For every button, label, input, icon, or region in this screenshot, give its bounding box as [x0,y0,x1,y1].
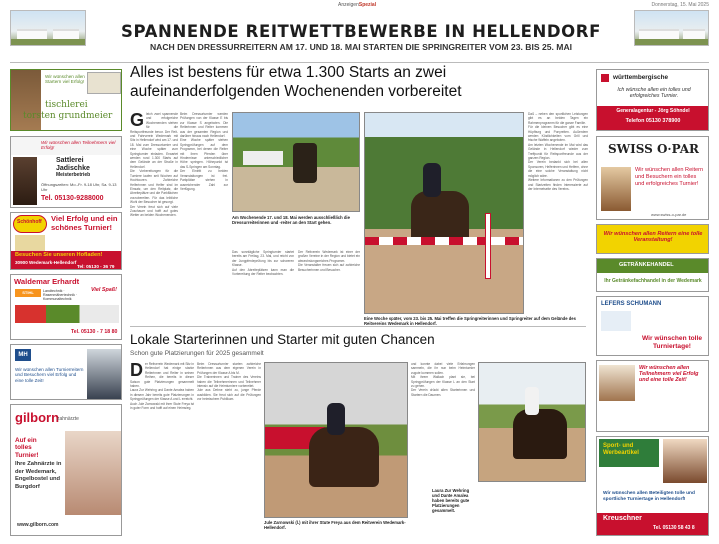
ad-tierarzt[interactable]: Wir wünschen allen Teilnehmern viel Erfolg und eine tolle Zeit! [596,360,709,432]
article2-caption-left: Jule Zarnowski (l.) mit ihrer Stute Freya aus dem Reitverein Wedemark-Hellendorf. [264,520,406,530]
ad-saddle-image [13,157,37,205]
top-bar [0,0,719,24]
article1-body-col1: Gleich zwei spannende und erfolgreiche Wochenenden stehen für die Reitsportfreunde bevor. Der Reit- und Fahrverein Wedemark mit Sitz in Hellendorf wird am 17. und 18. Mai zum Dressurturnier und eine Woche später zum Springturnier einladen. Erwartet werden rund 1.300 Starts auf dem Gelände an der Straße in Hellendorf. Die Vorbereitungen für die Turniere laufen seit Wochen auf Hochtouren. Zahlreiche Helferinnen und Helfer sind im Einsatz, um den Reitplatz, die Abreiteplätze und die Parkflächen vorzubereiten. Für das leibliche Wohl der Besucher ist gesorgt. Der Verein freut sich auf viele Zuschauer und hofft auf gutes Wetter an beiden Wochenenden. [130,112,178,218]
section-brand: AnzeigenSpezial [338,2,377,8]
ad-gilborn[interactable]: gilborn zahnärzte Auf ein tolles Turnier! Ihre Zahnärzte in der Wedemark, Engelbostel und Burgdorf www.gilborn.com [10,404,122,536]
header-photo-right [634,10,709,46]
article1-photo-dressage [232,112,360,212]
w-logo-icon [601,74,609,82]
ad-schoenhoff[interactable]: Schönhoff Viel Erfolg und ein schönes Turnier! Besuchen Sie unseren Hofladen! 30900 Wedemark-Hellendorf Tel: 05130 - 36 79 [10,212,122,270]
ad-produce-image [15,235,45,251]
ad-sattlerei[interactable]: Wir wünschen allen Teilnehmern viel Erfolg! Sattlerei Jadischke Meisterbetrieb Öffnungszeiten: Mo.-Fr. 9-18 Uhr, Sa. 9-13 Uhr Tel. 05130-9288000 [10,136,122,208]
ad-wuerttembergische[interactable]: württembergische Ich wünsche allen ein tolles und erfolgreiches Turnier. Generalagentur - Jörg Söhndel Telefon 05130 378900 [596,69,709,131]
stihl-logo: STIHL [15,289,41,297]
article2-title: Lokale Starterinnen und Starter mit guten Chancen [130,332,435,347]
issue-date: Donnerstag, 15. Mai 2025 [651,2,709,8]
article1-body-col5: Daß – neben den sportlichen Leistungen gibt es an beiden Tagen ein Rahmenprogramm für die ganze Familie. Für die kleinen Besucher gibt es eine Hüpfburg und Ponyreiten. Außerdem werden Köstlichkeiten vom Grill und frische Waffeln angeboten. Am letzten Wochenende im Mai wird das Gelände in Hellendorf wieder zum Treffpunkt für Reitsportfreunde aus der ganzen Region. Der Verein bedankt sich bei allen Sponsoren, Helferinnen und Helfern, ohne die eine solche Veranstaltung nicht möglich wäre. Weitere Informationen zu den Prüfungen und Startzeiten finden Interessierte auf der Internetseite des Vereins. [528,112,588,191]
ad-lefers-schumann[interactable]: LEFERS SCHUMANN Wir wünschen tolle Turniertage! [596,296,709,356]
ad-vet-image [599,365,635,401]
ad-tischlerei[interactable]: Wir wünschen allen Startern viel Erfolg! tischlerei torsten grundmeier [10,69,122,131]
header-photo-left [10,10,86,46]
page-subtitle: NACH DEN DRESSURREITERN AM 17. UND 18. MAI STARTEN DIE SPRINGREITER VOM 23. BIS 25. MAI [149,42,573,52]
ad-machines-image [15,305,119,323]
article2-body-col1: Der Reitverein Wedemark mit Sitz in Hellendorf hat einige starke Reiterinnen und Reiter in seinen Reihen, die bereits in dieser Saison gute Platzierungen gesammelt haben. Laura Zur Wehring und Dante Amalea haben in diesem Jahr bereits gute Platzierungen in Springprüfungen der Klasse A und L erreicht. Auch Jule Zarnowski mit ihrer Stute Freya ist in guter Form und hofft auf einen Heimsieg. [130,362,194,411]
ad-swiss-opar[interactable]: SWISS O·PAR Wir wünschen allen Reitern und Besuchern ein tolles und erfolgreiches Turnier! www.swiss-o-par.de [596,136,709,220]
article2-caption-right: Laura Zur Wehring und Dante Amalea haben bereits gute Platzierungen gesammelt. [432,488,470,513]
article2-subtitle: Schon gute Platzierungen für 2025 gesammelt [130,350,264,357]
article2-photo-left [264,362,408,518]
article2-photo-right [478,362,586,482]
ad-portrait [87,349,121,399]
ad-getraenkehandel[interactable]: GETRÄNKEHANDEL Ihr Getränkefachhandel in der Wedemark [596,258,709,292]
ad-photo [11,70,41,131]
page-headline [88,22,634,52]
article2-body-col3: und konnte dabei viele Erfahrungen sammeln, die ihr nun beim Heimturnier zugute kommen sollen. Mit ihrem Wallach plant sie, bei Springprüfungen der Klasse L an den Start zu gehen. Der Verein drückt allen Starterinnen und Startern die Daumen. [411,362,475,397]
ad-window-image [87,72,121,94]
ad-smile-image [65,431,121,515]
mh-logo: MH [15,349,31,361]
ad-horse-image [601,167,631,211]
page-title: SPANNENDE REITWETTBEWERBE IN HELLENDORF [121,22,601,41]
ad-bauer[interactable]: Wir wünschen allen Reitern eine tolle Veranstaltung! [596,224,709,254]
ad-mh[interactable]: MH Wir wünschen allen Turnierreitern und Besuchern viel Erfolg und eine tolle Zeit! [10,344,122,400]
article2-body-col2: Beim Dressurturnier starten zahlreiche Reiterinnen aus dem eigenen Verein in Prüfungen der Klasse A bis M. Die Trainerinnen und Trainer des Vereins haben die Teilnehmerinnen und Teilnehmer intensiv auf die Heimturniere vorbereitet. Jule aus Debne steht zu, junge Pferde ausbilden. Sie freut sich auf die Prüfungen vor heimischem Publikum. [197,362,261,402]
ad-kreuschner[interactable]: Sport- und Werbeartikel Wir wünschen allen Beteiligten tolle und sportliche Turniertage in Hellendorf! Kreuschner Tel. 05130 58 43 8 [596,436,709,536]
article1-title: Alles ist bestens für etwa 1.300 Starts an zwei aufeinanderfolgenden Wochenenden vorbereitet [130,64,462,100]
article1-photo-jumping [364,112,524,314]
article1-caption-mid: Am Wochenende 17. und 18. Mai werden ausschließlich die Dressurreiterinnen und -reiter an den Start gehen. [232,215,350,225]
ad-erhardt[interactable]: Waldemar Erhardt Viel Spaß! STIHL Landtechnik · Rasenmähertechnik · Kommunaltechnik Tel. 05130 - 7 18 80 [10,274,122,340]
ad-child-image [663,439,707,483]
ad-logo-image [601,311,631,331]
article1-caption-main: Eine Woche später, vom 23. bis 25. Mai treffen die Springreiterinnen und Springreiter auf dem Gelände des Reitvereins Wedemark in Hellendorf. [364,316,576,326]
article1-body-col4: Der Reitverein Wedemark ist einer der großen Vereine in der Region und bietet ein abwechslungsreiches Programm. Die Veranstalter freuen sich auf zahlreiche Besucherinnen und Besucher. [298,250,360,272]
article1-body-col2: Beim Dressurturnier werden Prüfungen von der Klasse E bis zur Klasse S angeboten. Die Reiterinnen und Reiter kommen aus der gesamten Region und darüber hinaus nach Hellendorf. Eine Woche später stehen Springprüfungen auf dem Programm, bei denen die Reiter mit ihren Pferden über Hindernisse unterschiedlicher Höhe springen. Höhepunkt ist das S-Springen am Sonntag. Der Eintritt zu beiden Veranstaltungen ist frei. Parkplätze stehen in ausreichender Zahl zur Verfügung. [180,112,228,191]
article1-body-col3: Das sonntägliche Springturnier startet bereits am Freitag, 23. Mai, und reicht von der Jungpferdeprüfung bis zur schweren Klasse. Auf den Abreiteplätzen kann man die Vorbereitung der Reiter beobachten. [232,250,294,277]
